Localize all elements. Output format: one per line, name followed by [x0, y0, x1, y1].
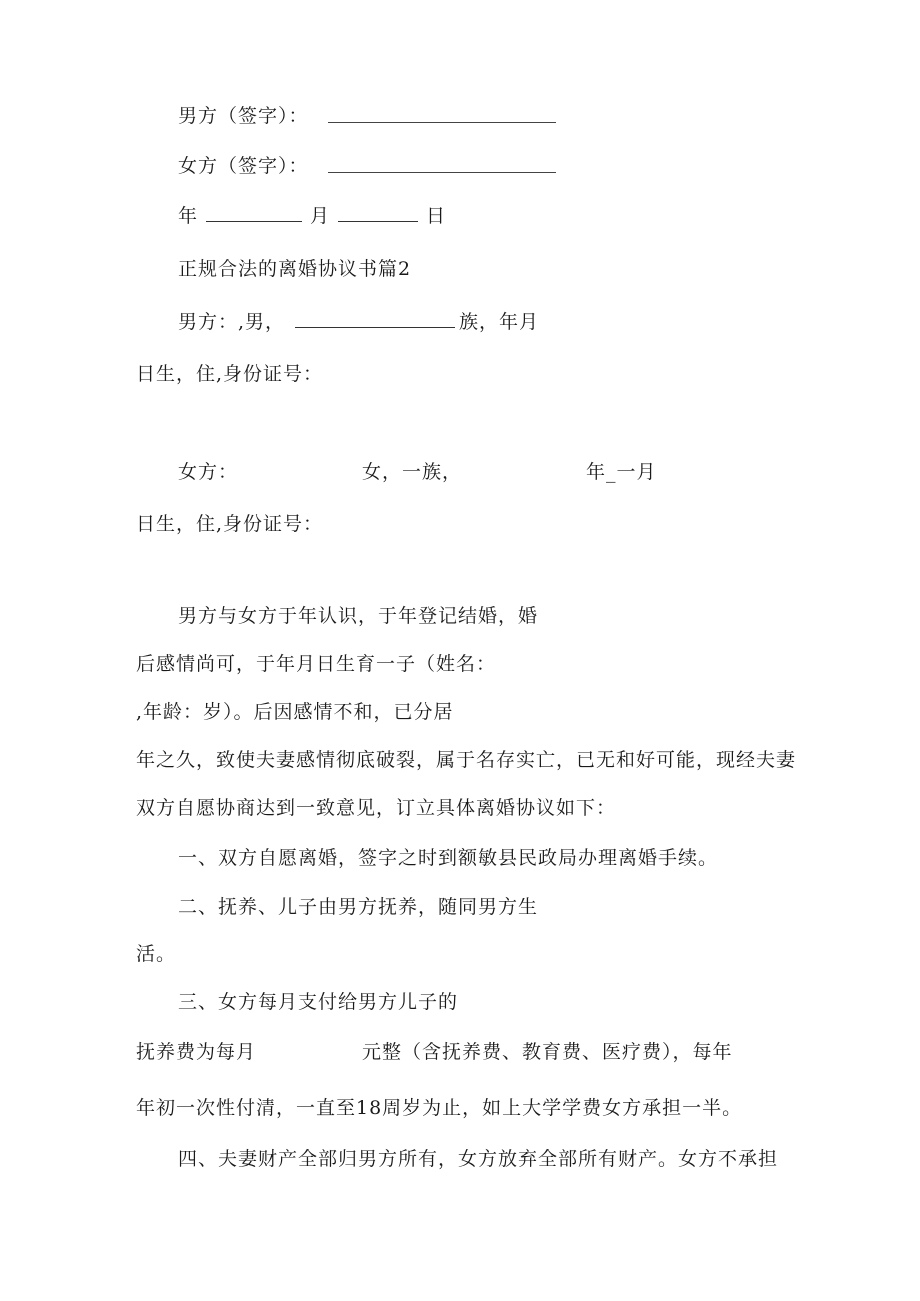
female-info-line1-b: 女，一族， [362, 461, 463, 483]
body-paragraph-line: 双方自愿协商达到一致意见，订立具体离婚协议如下： [136, 797, 617, 819]
body-paragraph-line: 男方与女方于年认识，于年登记结婚，婚 [178, 605, 539, 627]
female-signature-label: 女方（签字）： [178, 155, 309, 177]
body-paragraph-line: 年之久，致使夫妻感情彻底破裂，属于名存实亡，已无和好可能，现经夫妻 [136, 749, 797, 771]
clause-3-line2-a: 抚养费为每月 [136, 1041, 257, 1063]
female-signature-line [328, 172, 556, 173]
female-info-line2: 日生，住,身份证号： [136, 513, 324, 535]
date-month-label: 月 [310, 205, 331, 227]
date-day-label: 日 [426, 205, 447, 227]
signature-date [178, 203, 446, 229]
clause-2-line2: 活。 [136, 943, 177, 965]
female-info-line1-a: 女方： [178, 461, 239, 483]
male-signature-line [328, 122, 556, 123]
male-info-prefix: 男方：,男， [178, 311, 286, 333]
male-signature-label: 男方（签字）： [178, 105, 309, 127]
body-paragraph-line: 后感情尚可，于年月日生育一子（姓名： [136, 653, 497, 675]
clause-2-line1: 二、抚养、儿子由男方抚养，随同男方生 [178, 896, 539, 918]
male-ethnicity-blank [295, 309, 455, 328]
female-info-line1-c: 年_一月 [586, 461, 657, 483]
body-paragraph-line: ,年龄：岁）。后因感情不和，已分居 [136, 701, 454, 723]
clause-3-line1: 三、女方每月支付给男方儿子的 [178, 991, 459, 1013]
clause-4-line1: 四、夫妻财产全部归男方所有，女方放弃全部所有财产。女方不承担 [178, 1148, 779, 1170]
male-info-line2: 日生，住,身份证号： [136, 363, 324, 385]
date-day-blank [338, 203, 418, 222]
male-info-line1 [178, 309, 539, 335]
clause-3-line3: 年初一次性付清，一直至18周岁为止，如上大学学费女方承担一半。 [136, 1097, 743, 1119]
section-heading: 正规合法的离婚协议书篇2 [178, 258, 412, 280]
date-month-blank [206, 203, 302, 222]
male-info-suffix: 族，年月 [459, 311, 540, 333]
clause-3-line2-b: 元整（含抚养费、教育费、医疗费），每年 [362, 1041, 733, 1063]
date-year-label: 年 [178, 205, 199, 227]
clause-1: 一、双方自愿离婚，签字之时到额敏县民政局办理离婚手续。 [178, 847, 719, 869]
